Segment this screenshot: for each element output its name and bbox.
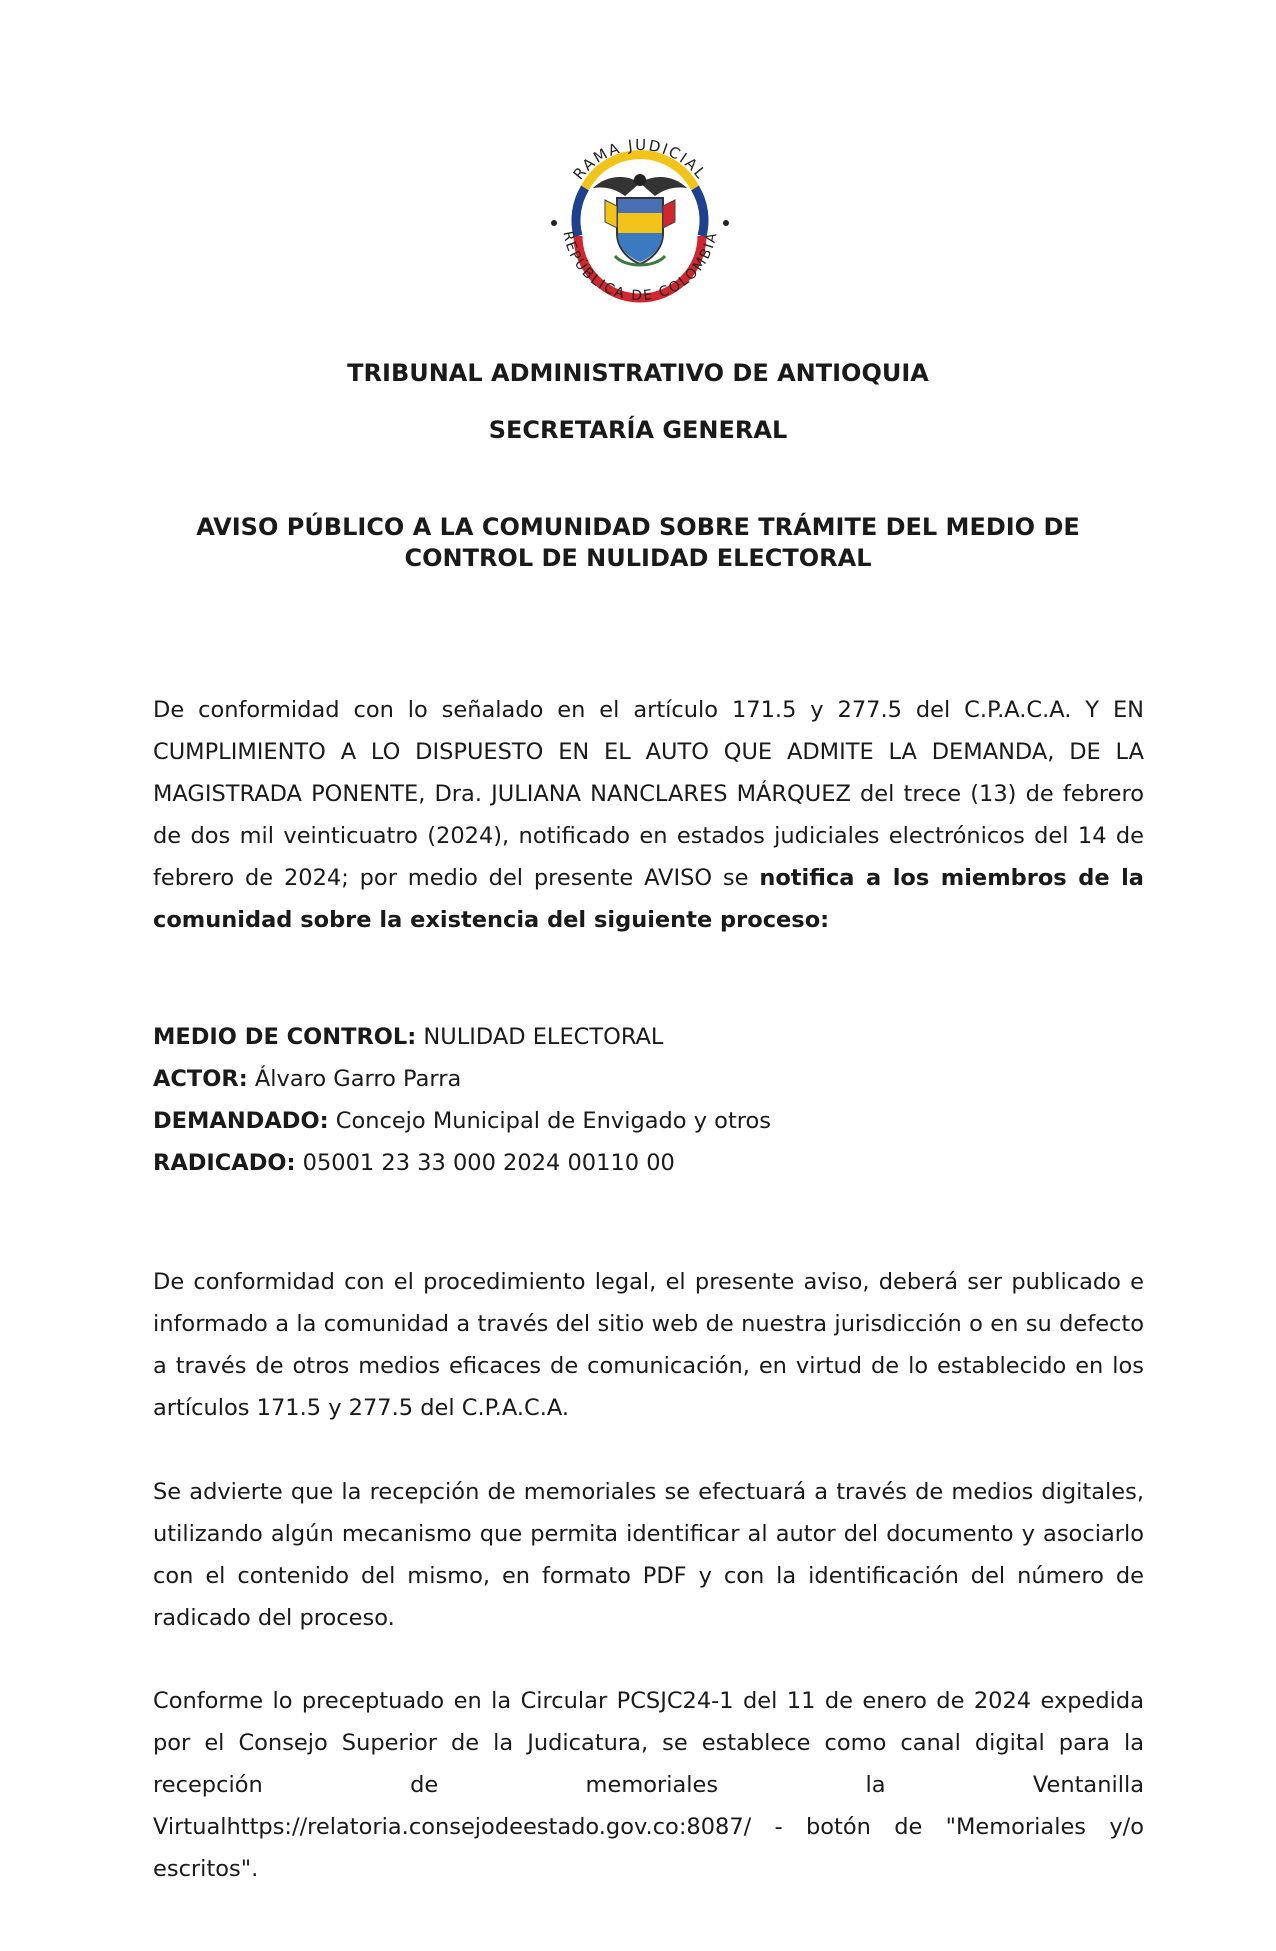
- actor-label: ACTOR:: [153, 1066, 248, 1092]
- actor-value: Álvaro Garro Parra: [247, 1066, 462, 1092]
- demandado-value: Concejo Municipal de Envigado y otros: [328, 1108, 772, 1134]
- radicado-label: RADICADO:: [153, 1150, 296, 1176]
- demandado-label: DEMANDADO:: [153, 1108, 329, 1134]
- svg-text:REPÚBLICA DE COLOMBIA: REPÚBLICA DE COLOMBIA: [559, 229, 721, 305]
- case-radicado-row: [153, 1142, 771, 1184]
- intro-paragraph: [153, 689, 1144, 941]
- notice-title-line-1: AVISO PÚBLICO A LA COMUNIDAD SOBRE TRÁMITE DEL MEDIO DE: [196, 513, 1080, 541]
- intro-emphasis: notifica a los miembros de la comunidad sobre la existencia del siguiente proceso:: [153, 865, 1144, 933]
- case-medio-row: [153, 1016, 771, 1058]
- case-actor-row: [153, 1058, 771, 1100]
- medio-label: MEDIO DE CONTROL:: [153, 1024, 417, 1050]
- case-details: [153, 1016, 771, 1184]
- rama-judicial-seal-icon: [545, 128, 735, 318]
- memorials-paragraph: Se advierte que la recepción de memoriales se efectuará a través de medios digitales, utilizando algún mecanismo que permita identificar al autor del documento y asociarlo con el contenido del mismo, en formato PDF y con la identificación del número de radicado del proceso.: [153, 1479, 1144, 1631]
- notice-title: [150, 512, 1126, 574]
- publication-paragraph: De conformidad con el procedimiento legal, el presente aviso, deberá ser publicado e informado a la comunidad a través del sitio web de nuestra jurisdicción o en su defecto a través de otros medios eficaces de comunicación, en virtud de lo establecido en los artículos 171.5 y 277.5 del C.P.A.C.A.: [153, 1269, 1144, 1421]
- intro-text: De conformidad con lo señalado en el artículo 171.5 y 277.5 del C.P.A.C.A. Y EN CUMPLIMIENTO A LO DISPUESTO EN EL AUTO QUE ADMITE LA DEMANDA, DE LA MAGISTRADA PONENTE, Dra. JULIANA NANCLARES MÁRQUEZ del trece (13) de febrero de dos mil veinticuatro (2024), notificado en estados judiciales electrónicos del 14 de febrero de 2024; por medio del presente AVISO se: [153, 697, 1144, 891]
- radicado-value: 05001 23 33 000 2024 00110 00: [295, 1150, 675, 1176]
- institution-title: TRIBUNAL ADMINISTRATIVO DE ANTIOQUIA: [347, 359, 929, 387]
- svg-text:RAMA JUDICIAL: RAMA JUDICIAL: [569, 135, 711, 184]
- medio-value: NULIDAD ELECTORAL: [416, 1024, 664, 1050]
- department-title: SECRETARÍA GENERAL: [488, 416, 788, 444]
- case-demandado-row: [153, 1100, 771, 1142]
- circular-paragraph: Conforme lo preceptuado en la Circular PCSJC24-1 del 11 de enero de 2024 expedida por el Consejo Superior de la Judicatura, se establece como canal digital para la recepción de memoriales la Ventanilla Virtualhttps://relatoria.consejodeestado.gov.co:8087/ - botón de "Memoriales y/o escritos".: [153, 1688, 1144, 1882]
- notice-title-line-2: CONTROL DE NULIDAD ELECTORAL: [404, 544, 872, 572]
